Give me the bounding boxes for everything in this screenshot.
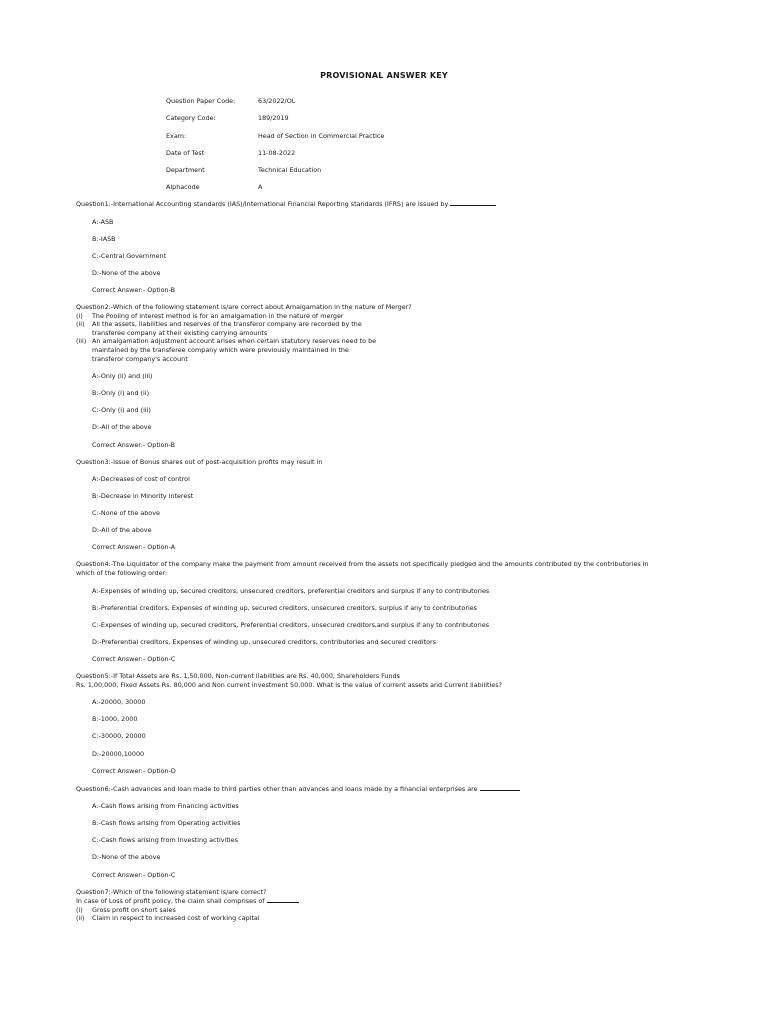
- exam-detail-row: [166, 166, 384, 183]
- statement-text: transferor company's account: [92, 354, 188, 363]
- option-item: A:-Cash flows arising from Financing activities: [92, 802, 239, 811]
- question-text: Question1:-International Accounting standards (IAS)/International Financial Reporting standards (IFRS) are issued by: [76, 200, 451, 208]
- question-line: [76, 199, 686, 209]
- exam-detail-row: [166, 132, 384, 149]
- question-text: which of the following order:: [76, 569, 168, 578]
- statement-item: [76, 329, 686, 338]
- statement-number: (ii): [76, 914, 85, 923]
- option-item: B:-Preferential creditors, Expenses of winding up, secured creditors, unsecured creditors, surplus if any to contributories: [92, 603, 477, 612]
- statement-item: [76, 312, 686, 321]
- question-text: In case of Loss of profit policy, the claim shall comprises of: [76, 897, 267, 906]
- option-list: [92, 587, 686, 655]
- question-text: Question6:-Cash advances and loan made to third parties other than advances and loans made by a financial enterprises are: [76, 784, 480, 793]
- option-item: D:-None of the above: [92, 268, 161, 277]
- option-list: [92, 475, 686, 543]
- option-item: D:-Preferential creditors, Expenses of winding up, unsecured creditors, contributories and secured creditors: [92, 637, 437, 646]
- exam-detail-row: [166, 149, 384, 166]
- statement-number: [76, 355, 92, 364]
- question-block: [76, 560, 686, 672]
- exam-detail-row: [166, 97, 384, 114]
- question-block: [76, 888, 686, 923]
- question-block: [76, 784, 686, 888]
- page-title: PROVISIONAL ANSWER KEY: [320, 71, 448, 80]
- statement-item: [76, 320, 686, 329]
- option-list: [92, 802, 686, 870]
- option-list: [92, 372, 686, 440]
- question-text: Question3:-Issue of Bonus shares out of post-acquisition profits may result in: [76, 457, 323, 466]
- exam-detail-value: Technical Education: [258, 166, 322, 175]
- statement-text: All the assets, liabilities and reserves of the transferor company are recorded by the: [92, 320, 362, 329]
- exam-detail-value: A: [258, 183, 263, 192]
- option-item: C:-None of the above: [92, 509, 160, 518]
- exam-details: [166, 97, 384, 201]
- option-list: [92, 698, 686, 766]
- statement-text: Gross profit on short sales: [92, 905, 176, 914]
- question-line: [76, 784, 686, 794]
- option-item: D:-All of the above: [92, 526, 152, 535]
- statement-item: [76, 346, 686, 355]
- option-list: [92, 218, 686, 286]
- correct-answer: Correct Answer:- Option-A: [92, 543, 176, 552]
- statement-list: [76, 312, 686, 364]
- answer-blank: [267, 896, 299, 903]
- statement-text: transferee company at their existing carrying amounts: [92, 328, 268, 337]
- exam-detail-value: 63/2022/OL: [258, 97, 296, 105]
- option-item: A:-ASB: [92, 217, 114, 226]
- statement-number: (i): [76, 311, 83, 320]
- statement-number: (i): [76, 905, 83, 914]
- question-list: [76, 199, 686, 923]
- option-item: C:-Expenses of winding up, secured creditors, Preferential creditors, unsecured creditors,and surplus if any to contributories: [92, 620, 490, 629]
- option-item: B:-Cash flows arising from Operating activities: [92, 819, 241, 828]
- question-block: [76, 672, 686, 784]
- exam-detail-label: Exam:: [166, 131, 187, 140]
- option-item: A:-Decreases of cost of control: [92, 475, 190, 484]
- option-item: B:-IASB: [92, 234, 116, 243]
- question-text: Question5:-If Total Assets are Rs. 1,50,000, Non-current liabilities are Rs. 40,000, Shareholders Funds: [76, 672, 400, 681]
- exam-detail-value: Head of Section in Commercial Practice: [258, 131, 385, 140]
- statement-item: [76, 906, 686, 915]
- answer-blank: [480, 784, 520, 791]
- exam-detail-value: 11-08-2022: [258, 148, 296, 157]
- statement-number: [76, 346, 92, 355]
- correct-answer: Correct Answer:- Option-C: [92, 655, 176, 664]
- option-item: C:-Cash flows arising from Investing activities: [92, 836, 238, 845]
- correct-answer: Correct Answer:- Option-D: [92, 766, 176, 775]
- option-item: C:-Only (i) and (iii): [92, 406, 151, 415]
- option-item: A:-20000, 30000: [92, 698, 146, 707]
- question-text: Question7:-Which of the following statement is/are correct?: [76, 887, 267, 896]
- question-block: [76, 458, 686, 561]
- question-text: Question2:-Which of the following statement is/are correct about Amalgamation in the nature of Merger?: [76, 302, 412, 311]
- statement-number: [76, 329, 92, 338]
- exam-detail-label: Department: [166, 166, 205, 175]
- statement-item: [76, 337, 686, 346]
- correct-answer: Correct Answer:- Option-B: [92, 440, 176, 449]
- exam-detail-row: [166, 114, 384, 131]
- statement-text: Claim in respect to increased cost of working capital: [92, 914, 260, 923]
- question-text: Question4:-The Liquidator of the company make the payment from amount received from the assets not specifically pledged and the amounts contributed by the contributories in: [76, 560, 649, 569]
- statement-text: An amalgamation adjustment account arises when certain statutory reserves need to be: [92, 337, 377, 346]
- option-item: B:-1000, 2000: [92, 715, 138, 724]
- exam-detail-label: Alphacode: [166, 183, 200, 192]
- question-block: [76, 303, 686, 458]
- option-item: A:-Expenses of winding up, secured creditors, unsecured creditors, preferential creditors and surplus if any to contributories: [92, 586, 490, 595]
- option-item: C:-Central Government: [92, 251, 167, 260]
- question-text: Rs. 1,00,000, Fixed Assets Rs. 80,000 and Non current investment 50,000. What is the value of current assets and Current liabilities?: [76, 680, 502, 689]
- exam-detail-label: Date of Test: [166, 148, 205, 157]
- correct-answer: Correct Answer:- Option-C: [92, 870, 176, 879]
- option-item: D:-20000,10000: [92, 749, 145, 758]
- statement-list: [76, 906, 686, 923]
- question-block: [76, 199, 686, 303]
- statement-number: (iii): [76, 337, 87, 346]
- answer-blank: [450, 199, 496, 206]
- statement-number: (ii): [76, 320, 85, 329]
- exam-detail-value: 189/2019: [258, 114, 289, 123]
- option-item: D:-None of the above: [92, 853, 161, 862]
- exam-detail-label: Question Paper Code:: [166, 97, 236, 105]
- option-item: B:-Only (i) and (ii): [92, 389, 150, 398]
- option-item: A:-Only (ii) and (iii): [92, 372, 153, 381]
- statement-text: maintained by the transferee company which were previously maintained in the: [92, 345, 349, 354]
- statement-item: [76, 914, 686, 923]
- question-line: [76, 896, 686, 906]
- option-item: C:-30000, 20000: [92, 732, 146, 741]
- option-item: D:-All of the above: [92, 423, 152, 432]
- option-item: B:-Decrease in Minority interest: [92, 492, 194, 501]
- statement-text: The Pooling of interest method is for an amalgamation in the nature of merger: [92, 311, 344, 320]
- exam-detail-label: Category Code:: [166, 114, 216, 123]
- statement-item: [76, 355, 686, 364]
- correct-answer: Correct Answer:- Option-B: [92, 285, 176, 294]
